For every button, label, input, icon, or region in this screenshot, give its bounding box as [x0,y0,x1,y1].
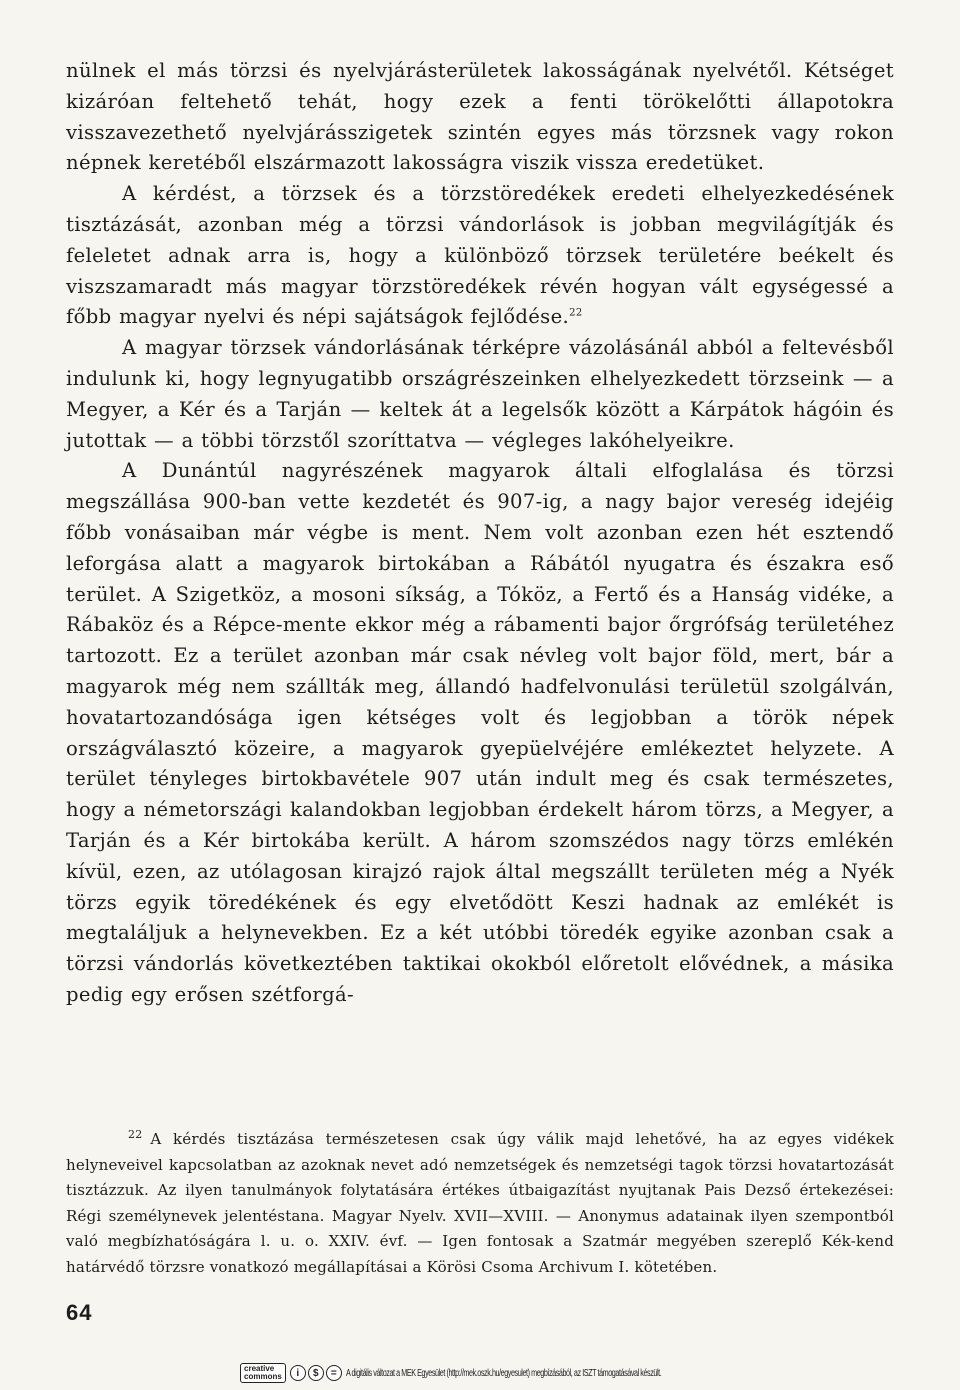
page-number: 64 [66,1300,93,1325]
paragraph-3-text: A magyar törzsek vándorlásának térképre vázolásánál abból a feltevésből indulunk ki, hogy legnyugatibb országrészeinken elhelyezkedett törzseink — a Megyer, a Kér és a Tarján — keltek át a legelsők között a Kárpátok hágóin és jutottak — a többi törzstől szoríttatva — végleges lakóhelyeikre. [66,336,894,452]
license-bar [240,1362,720,1384]
cc-nc-icon: $ [308,1365,324,1381]
license-text: A digitális változat a MEK Egyesület (http://mek.oszk.hu/egyesulet) megbízásából, az ISZT támogatásával készült. [345,1367,662,1379]
paragraph-4 [66,456,894,1010]
footnote-reference[interactable]: 22 [569,307,583,319]
footnote-marker: 22 [128,1128,143,1141]
main-text [66,56,894,1011]
cc-license-badges [290,1365,342,1381]
paragraph-1 [66,56,894,179]
paragraph-2-text: A kérdést, a törzsek és a törzstöredékek eredeti elhelyezkedésének tisztázását, azonban még a törzsi vándorlások is jobban megvilágítják és feleletet adnak arra is, hogy a különböző törzsek területére beékelt és viszszamaradt más magyar törzstöredékek révén hogyan vált egységessé a főbb magyar nyelvi és népi sajátságok fejlődése. [66,182,894,329]
paragraph-1-text: nülnek el más törzsi és nyelvjárásterületek lakosságának nyelvétől. Kétséget kizáróan feltehető tehát, hogy ezek a fenti törökelőtti állapotokra visszavezethető nyelvjárásszigetek szintén egyes más törzsnek vagy rokon népnek keretéből elszármazott lakosságra viszik vissza eredetüket. [66,59,894,175]
paragraph-2 [66,179,894,333]
cc-by-icon: i [290,1365,306,1381]
paragraph-3 [66,333,894,456]
footnote-text: A kérdés tisztázása természetesen csak úgy válik majd lehetővé, ha az egyes vidékek helyneveivel kapcsolatban az azoknak nevet adó nemzetségek és nemzetségi tagok törzsi hovatartozását tisztázzuk. Az ilyen tanulmányok folytatására értékes útbaigazítást nyujtanak Pais Dezső értekezései: Régi személynevek jelentéstana. Magyar Nyelv. XVII—XVIII. — Anonymus adatainak ilyen szempontból való megbízhatóságára l. u. o. XXIV. évf. — Igen fontosak a Szatmár megyében szereplő Kék-kend határvédő törzsre vonatkozó megállapításai a Körösi Csoma Archivum I. kötetében. [66,1130,894,1276]
cc-nd-icon: = [326,1365,342,1381]
cc-logo-line-1: creative [244,1364,275,1373]
footnote-paragraph [66,1127,894,1281]
creative-commons-logo-icon[interactable] [240,1363,286,1383]
paragraph-4-text: A Dunántúl nagyrészének magyarok általi elfoglalása és törzsi megszállása 900-ban vette kezdetét és 907-ig, a nagy bajor vereség idejéig főbb vonásaiban már végbe is ment. Nem volt azonban ezen hét esztendő leforgása alatt a magyarok birtokában a Rábától nyugatra és északra eső terület. A Szigetköz, a mosoni síkság, a Tóköz, a Fertő és a Hanság vidéke, a Rábaköz és a Répce-mente ekkor még a rábamenti bajor őrgrófság területéhez tartozott. Ez a terület azonban már csak névleg volt bajor föld, mert, bár a magyarok még nem szállták meg, állandó hadfelvonulási területül szolgálván, hovatartozandósága igen kétséges volt és legjobban a török népek országválasztó közeire, a magyarok gyepüelvéjére emlékeztet helyzete. A terület tényleges birtokbavétele 907 után indult meg és csak természetes, hogy a németországi kalandokban legjobban érdekelt három törzs, a Megyer, a Tarján és a Kér birtokába került. A három szomszédos nagy törzs emlékén kívül, ezen, az utólagosan kirajzó rajok által megszállt területen még a Nyék törzs egyik töredékének és egy elvetődött Keszi hadnak az emlékét is megtaláljuk a helynevekben. Ez a két utóbbi töredék egyike azonban csak a törzsi vándorlás következtében taktikai okokból előretolt elővédnek, a másika pedig egy erősen szétforgá- [66,459,894,1006]
cc-logo-line-2: commons [244,1372,282,1381]
footnote [66,1127,894,1281]
